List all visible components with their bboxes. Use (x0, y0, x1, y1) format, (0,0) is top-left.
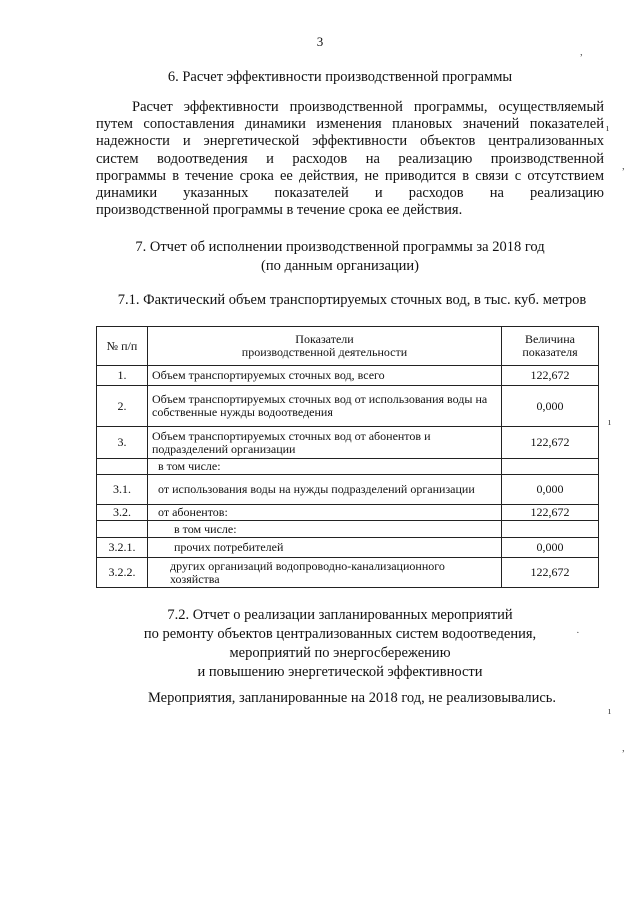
row-indicator: Объем транспортируемых сточных вод от абонентов и подразделений организации (148, 427, 502, 459)
section-6-paragraph (96, 99, 604, 219)
paragraph-line: надежности и энергетической эффективности объектов централизованных (96, 133, 604, 150)
header-indicator (148, 327, 502, 366)
row-value: 0,000 (502, 538, 599, 558)
table-row (97, 538, 599, 558)
section-7-title-line1: 7. Отчет об исполнении производственной программы за 2018 год (135, 239, 545, 255)
header-num: № п/п (97, 327, 148, 366)
row-indicator: от использования воды на нужды подразделений организации (148, 475, 502, 505)
row-indicator: других организаций водопроводно-канализационного хозяйства (148, 558, 502, 588)
row-value: 0,000 (502, 475, 599, 505)
row-indicator: в том числе: (148, 521, 502, 538)
header-indicator-line1: Показатели (295, 332, 354, 346)
table-row (97, 459, 599, 475)
table-row (97, 427, 599, 459)
row-value (502, 459, 599, 475)
row-num: 2. (97, 386, 148, 427)
scan-mark: , (622, 742, 625, 754)
row-num: 3.2. (97, 505, 148, 521)
row-num (97, 521, 148, 538)
paragraph-line: путем сопоставления динамики изменения плановых значений показателей (96, 116, 604, 133)
row-value: 122,672 (502, 558, 599, 588)
row-num (97, 459, 148, 475)
section-7-title-line2: (по данным организации) (260, 258, 419, 274)
row-indicator: прочих потребителей (148, 538, 502, 558)
table-row (97, 386, 599, 427)
section-7-2-title-line: и повышению энергетической эффективности (197, 664, 483, 680)
table-row (97, 505, 599, 521)
paragraph-line: систем водоотведения и расходов на реализацию производственной (96, 150, 604, 167)
section-7-2-title-line: мероприятий по энергосбережению (229, 645, 451, 661)
row-value: 122,672 (502, 505, 599, 521)
scan-mark: ı (606, 122, 610, 134)
scan-mark: ı (608, 416, 612, 428)
row-indicator: Объем транспортируемых сточных вод, всего (148, 366, 502, 386)
row-num: 1. (97, 366, 148, 386)
row-value (502, 521, 599, 538)
header-value-line2: показателя (522, 345, 578, 359)
section-7-1-title: 7.1. Фактический объем транспортируемых сточных вод, в тыс. куб. метров (117, 292, 587, 308)
table-header-row (97, 327, 599, 366)
scan-mark: , (622, 160, 625, 172)
scan-mark: , (580, 46, 583, 58)
row-value: 122,672 (502, 427, 599, 459)
row-num: 3. (97, 427, 148, 459)
scan-mark: ı (608, 705, 612, 717)
header-value-line1: Величина (525, 332, 575, 346)
wastewater-volume-table (96, 326, 599, 588)
paragraph-line: производственной программы в течение срока ее действия. (96, 202, 463, 219)
row-num: 3.1. (97, 475, 148, 505)
row-value: 0,000 (502, 386, 599, 427)
header-indicator-line2: производственной деятельности (241, 345, 408, 359)
section-7-2-title-line: по ремонту объектов централизованных систем водоотведения, (143, 626, 537, 642)
row-value: 122,672 (502, 366, 599, 386)
section-7-title (60, 238, 620, 276)
table-row (97, 558, 599, 588)
row-indicator: Объем транспортируемых сточных вод от использования воды на собственные нужды водоотведения (148, 386, 502, 427)
final-statement: Мероприятия, запланированные на 2018 год, не реализовывались. (147, 690, 557, 706)
scan-mark: · (576, 627, 580, 639)
row-indicator: от абонентов: (148, 505, 502, 521)
row-num: 3.2.1. (97, 538, 148, 558)
table-row (97, 521, 599, 538)
section-6-title: 6. Расчет эффективности производственной программы (167, 69, 513, 85)
table-row (97, 366, 599, 386)
row-indicator: в том числе: (148, 459, 502, 475)
page-number: 3 (316, 34, 324, 49)
section-7-2-title (60, 606, 620, 682)
paragraph-line: Расчет эффективности производственной программы, осуществляемый (132, 99, 604, 115)
table-row (97, 475, 599, 505)
section-7-2-title-line: 7.2. Отчет о реализации запланированных мероприятий (167, 607, 513, 623)
header-value (502, 327, 599, 366)
row-num: 3.2.2. (97, 558, 148, 588)
paragraph-line: динамики указанных показателей и расходов на реализацию (96, 185, 604, 202)
paragraph-line: программы в течение срока ее действия, не приводится в связи с отсутствием (96, 167, 604, 184)
